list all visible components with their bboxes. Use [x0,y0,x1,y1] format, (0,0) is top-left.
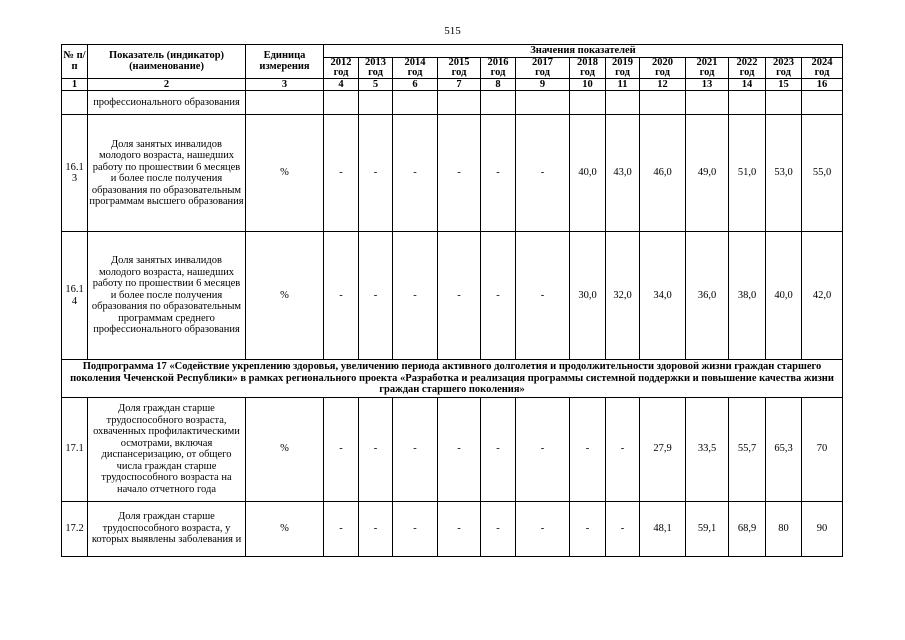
value-2018: - [570,501,606,556]
year-suffix: год [814,66,830,78]
value-2012: - [324,232,359,360]
value-2014: - [393,501,438,556]
column-number: 2 [88,78,246,91]
year-suffix: год [451,66,467,78]
column-number: 13 [686,78,729,91]
value-2017: - [516,397,570,501]
value-2024: 70 [802,397,843,501]
header-row-1 [62,45,843,58]
year-label: 2024 [811,57,833,68]
year-label: 2022 [736,57,758,68]
year-suffix: год [776,66,791,78]
column-number: 7 [438,78,481,91]
row-number [62,91,88,115]
value-2013: - [359,501,393,556]
value-2016: - [481,115,516,232]
value-2019: 32,0 [606,232,640,360]
value-2023: 53,0 [766,115,802,232]
year-suffix: год [490,66,506,78]
value-2019: - [606,397,640,501]
value-2023: 65,3 [766,397,802,501]
table-row [62,397,843,501]
value-2018: 40,0 [570,115,606,232]
year-suffix: год [368,66,383,78]
year-header-2013 [359,57,393,78]
value-2015: - [438,232,481,360]
value-2023: 40,0 [766,232,802,360]
year-header-2022 [729,57,766,78]
value-2015 [438,91,481,115]
value-2018: - [570,397,606,501]
column-number: 6 [393,78,438,91]
value-2015: - [438,501,481,556]
column-number: 12 [640,78,686,91]
row-number: 16.1 3 [62,115,88,232]
values-group-header: Значения показателей [324,45,843,58]
page-number: 515 [444,25,461,37]
column-number: 14 [729,78,766,91]
value-2022: 55,7 [729,397,766,501]
year-header-2021 [686,57,729,78]
value-2016 [481,91,516,115]
year-suffix: год [739,66,755,78]
value-2021: 36,0 [686,232,729,360]
value-2018 [570,91,606,115]
value-2024 [802,91,843,115]
table-row [62,115,843,232]
value-2020: 27,9 [640,397,686,501]
value-2015: - [438,397,481,501]
value-2017: - [516,115,570,232]
value-2016: - [481,501,516,556]
year-label: 2023 [773,57,794,68]
year-header-2015 [438,57,481,78]
row-indicator: Доля занятых инвалидов молодого возраста, нашедших работу по прошествии 6 месяцев и более после получения образования по образовательным программам высшего образования [88,115,246,232]
value-2017 [516,91,570,115]
row-number: 17.1 [62,397,88,501]
year-suffix: год [535,66,550,78]
value-2012: - [324,501,359,556]
year-label: 2013 [365,57,386,68]
row-unit: % [246,115,324,232]
year-suffix: год [580,66,595,78]
year-label: 2015 [448,57,470,68]
column-number: 8 [481,78,516,91]
value-2024: 55,0 [802,115,843,232]
year-suffix: год [699,66,715,78]
year-label: 2012 [330,57,352,68]
year-header-2017 [516,57,570,78]
value-2024: 42,0 [802,232,843,360]
value-2020: 48,1 [640,501,686,556]
row-unit: % [246,232,324,360]
value-2022 [729,91,766,115]
value-2021: 33,5 [686,397,729,501]
value-2014: - [393,115,438,232]
value-2016: - [481,397,516,501]
value-2023: 80 [766,501,802,556]
table-row [62,91,843,115]
row-number: 16.1 4 [62,232,88,360]
value-2014: - [393,397,438,501]
year-label: 2021 [696,57,718,68]
year-header-2024 [802,57,843,78]
value-2021: 49,0 [686,115,729,232]
year-header-2023 [766,57,802,78]
value-2012: - [324,397,359,501]
year-header-2016 [481,57,516,78]
year-header-2012 [324,57,359,78]
value-2016: - [481,232,516,360]
col-num-header: № п/п [62,45,88,79]
year-suffix: год [655,66,670,78]
year-label: 2019 [612,57,633,68]
year-label: 2017 [532,57,553,68]
year-header-2014 [393,57,438,78]
value-2014 [393,91,438,115]
value-2013: - [359,232,393,360]
column-number-row [62,78,843,91]
value-2021: 59,1 [686,501,729,556]
value-2019: - [606,501,640,556]
column-number: 15 [766,78,802,91]
value-2022: 51,0 [729,115,766,232]
value-2020 [640,91,686,115]
year-suffix: год [407,66,423,78]
row-number: 17.2 [62,501,88,556]
value-2013: - [359,115,393,232]
value-2015: - [438,115,481,232]
column-number: 4 [324,78,359,91]
column-number: 11 [606,78,640,91]
year-header-2020 [640,57,686,78]
year-label: 2016 [487,57,509,68]
year-header-2018 [570,57,606,78]
row-indicator: Доля занятых инвалидов молодого возраста, нашедших работу по прошествии 6 месяцев и более после получения образования по образовательным программам среднего профессионального образования [88,232,246,360]
value-2012 [324,91,359,115]
value-2021 [686,91,729,115]
column-number: 1 [62,78,88,91]
value-2020: 34,0 [640,232,686,360]
value-2013: - [359,397,393,501]
value-2022: 68,9 [729,501,766,556]
col-unit-header: Единица измерения [246,45,324,79]
year-label: 2014 [404,57,426,68]
row-indicator: профессионального образования [88,91,246,115]
row-indicator: Доля граждан старше трудоспособного возраста, охваченных профилактическими осмотрами, включая диспансеризацию, от общего числа граждан старше трудоспособного возраста на начало отчетного года [88,397,246,501]
table-row [62,501,843,556]
year-label: 2018 [577,57,598,68]
value-2019 [606,91,640,115]
table-row [62,232,843,360]
column-number: 16 [802,78,843,91]
year-suffix: год [333,66,349,78]
row-unit: % [246,397,324,501]
value-2020: 46,0 [640,115,686,232]
year-suffix: год [615,66,630,78]
column-number: 9 [516,78,570,91]
value-2013 [359,91,393,115]
value-2019: 43,0 [606,115,640,232]
column-number: 3 [246,78,324,91]
value-2017: - [516,232,570,360]
value-2018: 30,0 [570,232,606,360]
subprogram-row [62,360,843,398]
indicators-table [61,44,843,557]
value-2017: - [516,501,570,556]
subprogram-title: Подпрограмма 17 «Содействие укреплению здоровья, увеличению периода активного долголетия и продолжительности здоровой жизни граждан старшего поколения Чеченской Республики» в рамках регионального проекта «Разработка и реализация программы системной поддержки и повышение качества жизни граждан старшего поколения» [62,360,843,398]
year-label: 2020 [652,57,673,68]
value-2012: - [324,115,359,232]
value-2022: 38,0 [729,232,766,360]
row-unit [246,91,324,115]
value-2024: 90 [802,501,843,556]
column-number: 5 [359,78,393,91]
col-indicator-header: Показатель (индикатор) (наименование) [88,45,246,79]
value-2014: - [393,232,438,360]
value-2023 [766,91,802,115]
year-header-2019 [606,57,640,78]
row-unit: % [246,501,324,556]
column-number: 10 [570,78,606,91]
row-indicator: Доля граждан старше трудоспособного возраста, у которых выявлены заболевания и [88,501,246,556]
